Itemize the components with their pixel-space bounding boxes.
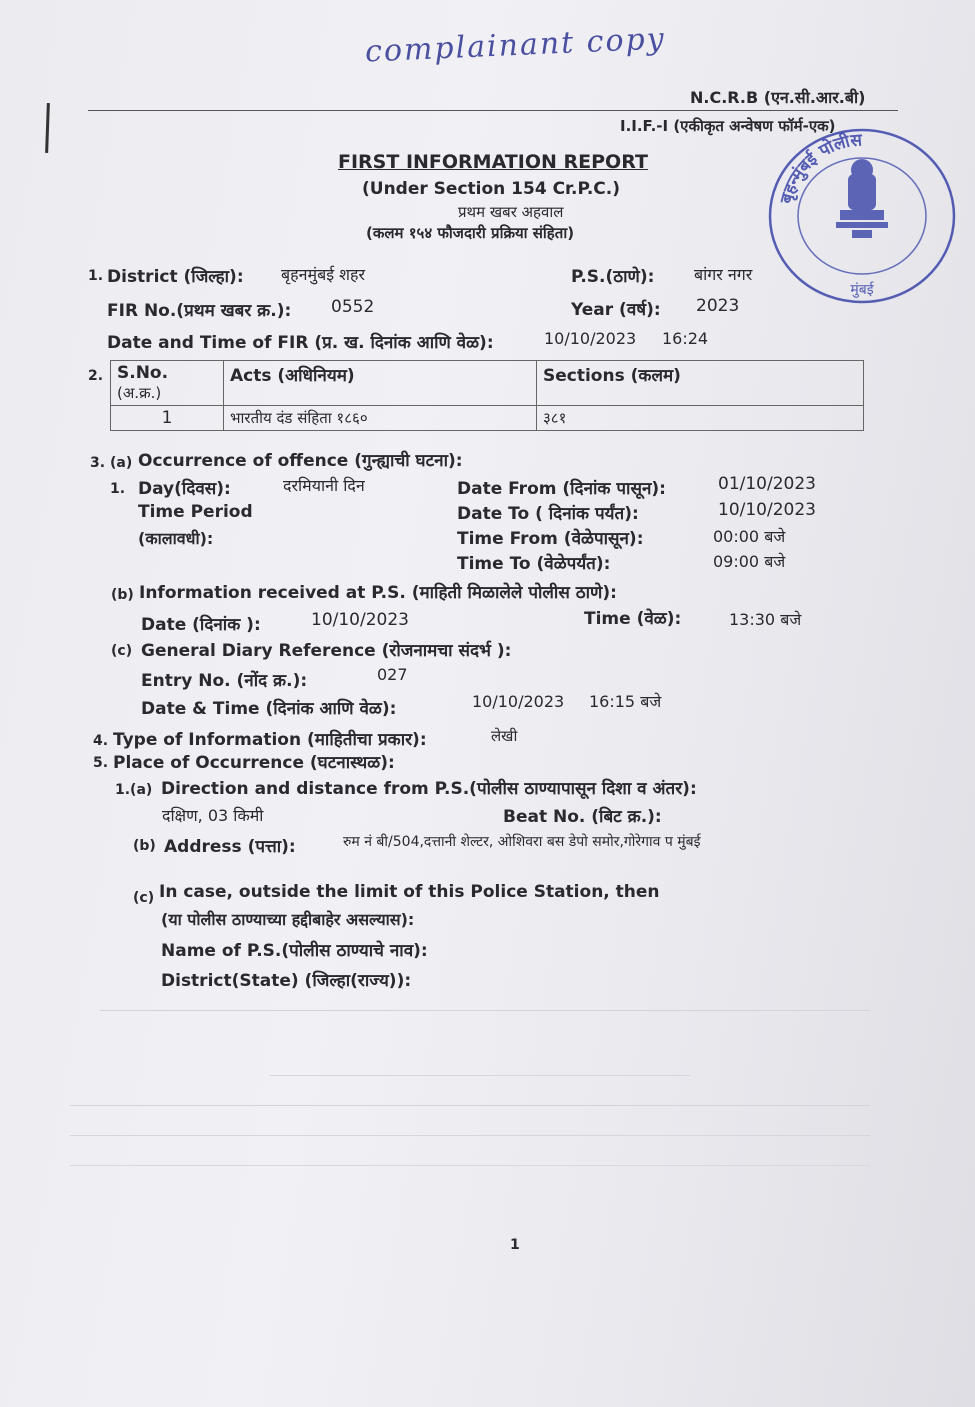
- section-5-number: 5.: [93, 755, 109, 771]
- section-5a-number: 1.(a): [115, 782, 153, 798]
- fir-date-value: 10/10/2023: [544, 329, 637, 348]
- place-of-occurrence-label: Place of Occurrence (घटनास्थळ):: [113, 753, 395, 773]
- outside-limit-marathi: (या पोलीस ठाण्याच्या हद्दीबाहेर असल्यास):: [161, 910, 415, 929]
- time-period-label: Time Period: [138, 502, 253, 522]
- report-subtitle-marathi: (कलम १५४ फौजदारी प्रक्रिया संहिता): [366, 224, 575, 242]
- ncrb-label: N.C.R.B (एन.सी.आर.बी): [690, 88, 866, 107]
- section-3b-number: (b): [111, 587, 134, 603]
- direction-distance-title: Direction and distance from P.S.(पोलीस ठाण्यापासून दिशा व अंतर):: [161, 779, 697, 799]
- time-period-marathi: (कालावधी):: [138, 529, 214, 548]
- emblem-icon: [836, 159, 888, 238]
- occurrence-title: Occurrence of offence (गुन्ह्याची घटना):: [138, 451, 463, 471]
- page-number: 1: [510, 1237, 520, 1253]
- time-from-value: 00:00 बजे: [713, 527, 786, 546]
- direction-value: दक्षिण, 03 किमी: [162, 806, 264, 825]
- district-value: बृहनमुंबई शहर: [281, 265, 366, 284]
- section-3c-number: (c): [111, 643, 133, 659]
- fir-time-value: 16:24: [662, 329, 709, 348]
- day-row-number: 1.: [110, 481, 126, 497]
- day-value: दरमियानी दिन: [283, 476, 365, 495]
- seal-bottom-text: मुंबई: [850, 282, 874, 298]
- sno-header: S.No.: [117, 363, 169, 383]
- section-2-number: 2.: [88, 368, 104, 384]
- acts-header: Acts (अधिनियम): [230, 366, 355, 386]
- ps-label: P.S.(ठाणे):: [571, 267, 655, 287]
- acts-table-header-row: [111, 361, 864, 406]
- info-time-value: 13:30 बजे: [729, 610, 802, 629]
- diary-datetime-label: Date & Time (दिनांक आणि वेळ):: [141, 699, 397, 719]
- section-5b-number: (b): [133, 838, 156, 854]
- acts-table: [110, 360, 864, 431]
- date-from-value: 01/10/2023: [718, 474, 816, 494]
- time-from-label: Time From (वेळेपासून):: [457, 529, 644, 549]
- date-from-label: Date From (दिनांक पासून):: [457, 479, 666, 499]
- ps-name-label: Name of P.S.(पोलीस ठाण्याचे नाव):: [161, 941, 428, 961]
- day-label: Day(दिवस):: [138, 479, 231, 499]
- entry-no-value: 027: [377, 665, 408, 684]
- time-to-value: 09:00 बजे: [713, 552, 786, 571]
- district-label: District (जिल्हा):: [107, 267, 244, 287]
- beat-no-label: Beat No. (बिट क्र.):: [503, 807, 662, 827]
- outside-limit-title: In case, outside the limit of this Police Station, then: [159, 882, 660, 902]
- report-title-marathi: प्रथम खबर अहवाल: [458, 203, 564, 221]
- info-type-value: लेखी: [491, 727, 518, 745]
- acts-header-cell: [224, 361, 537, 406]
- row-act: भारतीय दंड संहिता १८६०: [224, 406, 537, 431]
- report-title: FIRST INFORMATION REPORT: [338, 151, 648, 173]
- fir-no-value: 0552: [331, 297, 375, 317]
- date-to-value: 10/10/2023: [718, 500, 816, 520]
- info-time-label: Time (वेळ):: [584, 609, 682, 629]
- margin-pen-mark: [45, 103, 50, 153]
- row-section: ३८१: [537, 406, 864, 431]
- address-value: रुम नं बी/504,दत्तानी शेल्टर, ओशिवरा बस डेपो समोर,गोरेगाव प मुंबई: [343, 834, 701, 850]
- info-date-value: 10/10/2023: [311, 610, 409, 630]
- fir-no-label: FIR No.(प्रथम खबर क्र.):: [107, 301, 292, 321]
- section-3a-number: (a): [110, 455, 133, 471]
- diary-reference-title: General Diary Reference (रोजनामचा संदर्भ ):: [141, 641, 512, 661]
- year-label: Year (वर्ष):: [571, 300, 661, 320]
- section-5c-number: (c): [133, 890, 155, 906]
- sections-header: Sections (कलम): [543, 366, 681, 386]
- date-to-label: Date To ( दिनांक पर्यंत):: [457, 504, 639, 524]
- year-value: 2023: [696, 296, 740, 316]
- time-to-label: Time To (वेळेपर्यंत):: [457, 554, 611, 574]
- diary-time-value: 16:15 बजे: [589, 692, 662, 711]
- sno-header-marathi: (अ.क्र.): [117, 384, 162, 402]
- section-3-number: 3.: [90, 455, 106, 471]
- seal-top-text: बृहन्मुंबई पोलीस: [776, 130, 863, 206]
- police-seal-stamp: [760, 118, 965, 308]
- sections-header-cell: [537, 361, 864, 406]
- district-state-label: District(State) (जिल्हा(राज्य)):: [161, 971, 412, 991]
- address-label: Address (पत्ता):: [164, 837, 296, 857]
- info-received-title: Information received at P.S. (माहिती मिळालेले पोलीस ठाणे):: [139, 583, 617, 603]
- info-type-label: Type of Information (माहितीचा प्रकार):: [113, 730, 427, 750]
- handwritten-note: complainant copy: [364, 21, 667, 70]
- fir-datetime-label: Date and Time of FIR (प्र. ख. दिनांक आणि वेळ):: [107, 333, 494, 353]
- header-rule: [88, 110, 898, 111]
- row-sno: 1: [111, 406, 224, 431]
- section-1-number: 1.: [88, 268, 104, 284]
- ps-value: बांगर नगर: [694, 265, 753, 284]
- sno-header-cell: [111, 361, 224, 406]
- info-date-label: Date (दिनांक ):: [141, 615, 261, 635]
- entry-no-label: Entry No. (नोंद क्र.):: [141, 671, 308, 691]
- table-row: [111, 406, 864, 431]
- report-subtitle: (Under Section 154 Cr.P.C.): [362, 179, 620, 199]
- diary-date-value: 10/10/2023: [472, 692, 565, 711]
- section-4-number: 4.: [93, 733, 109, 749]
- iif-label: I.I.F.-I (एकीकृत अन्वेषण फॉर्म-एक): [620, 117, 836, 135]
